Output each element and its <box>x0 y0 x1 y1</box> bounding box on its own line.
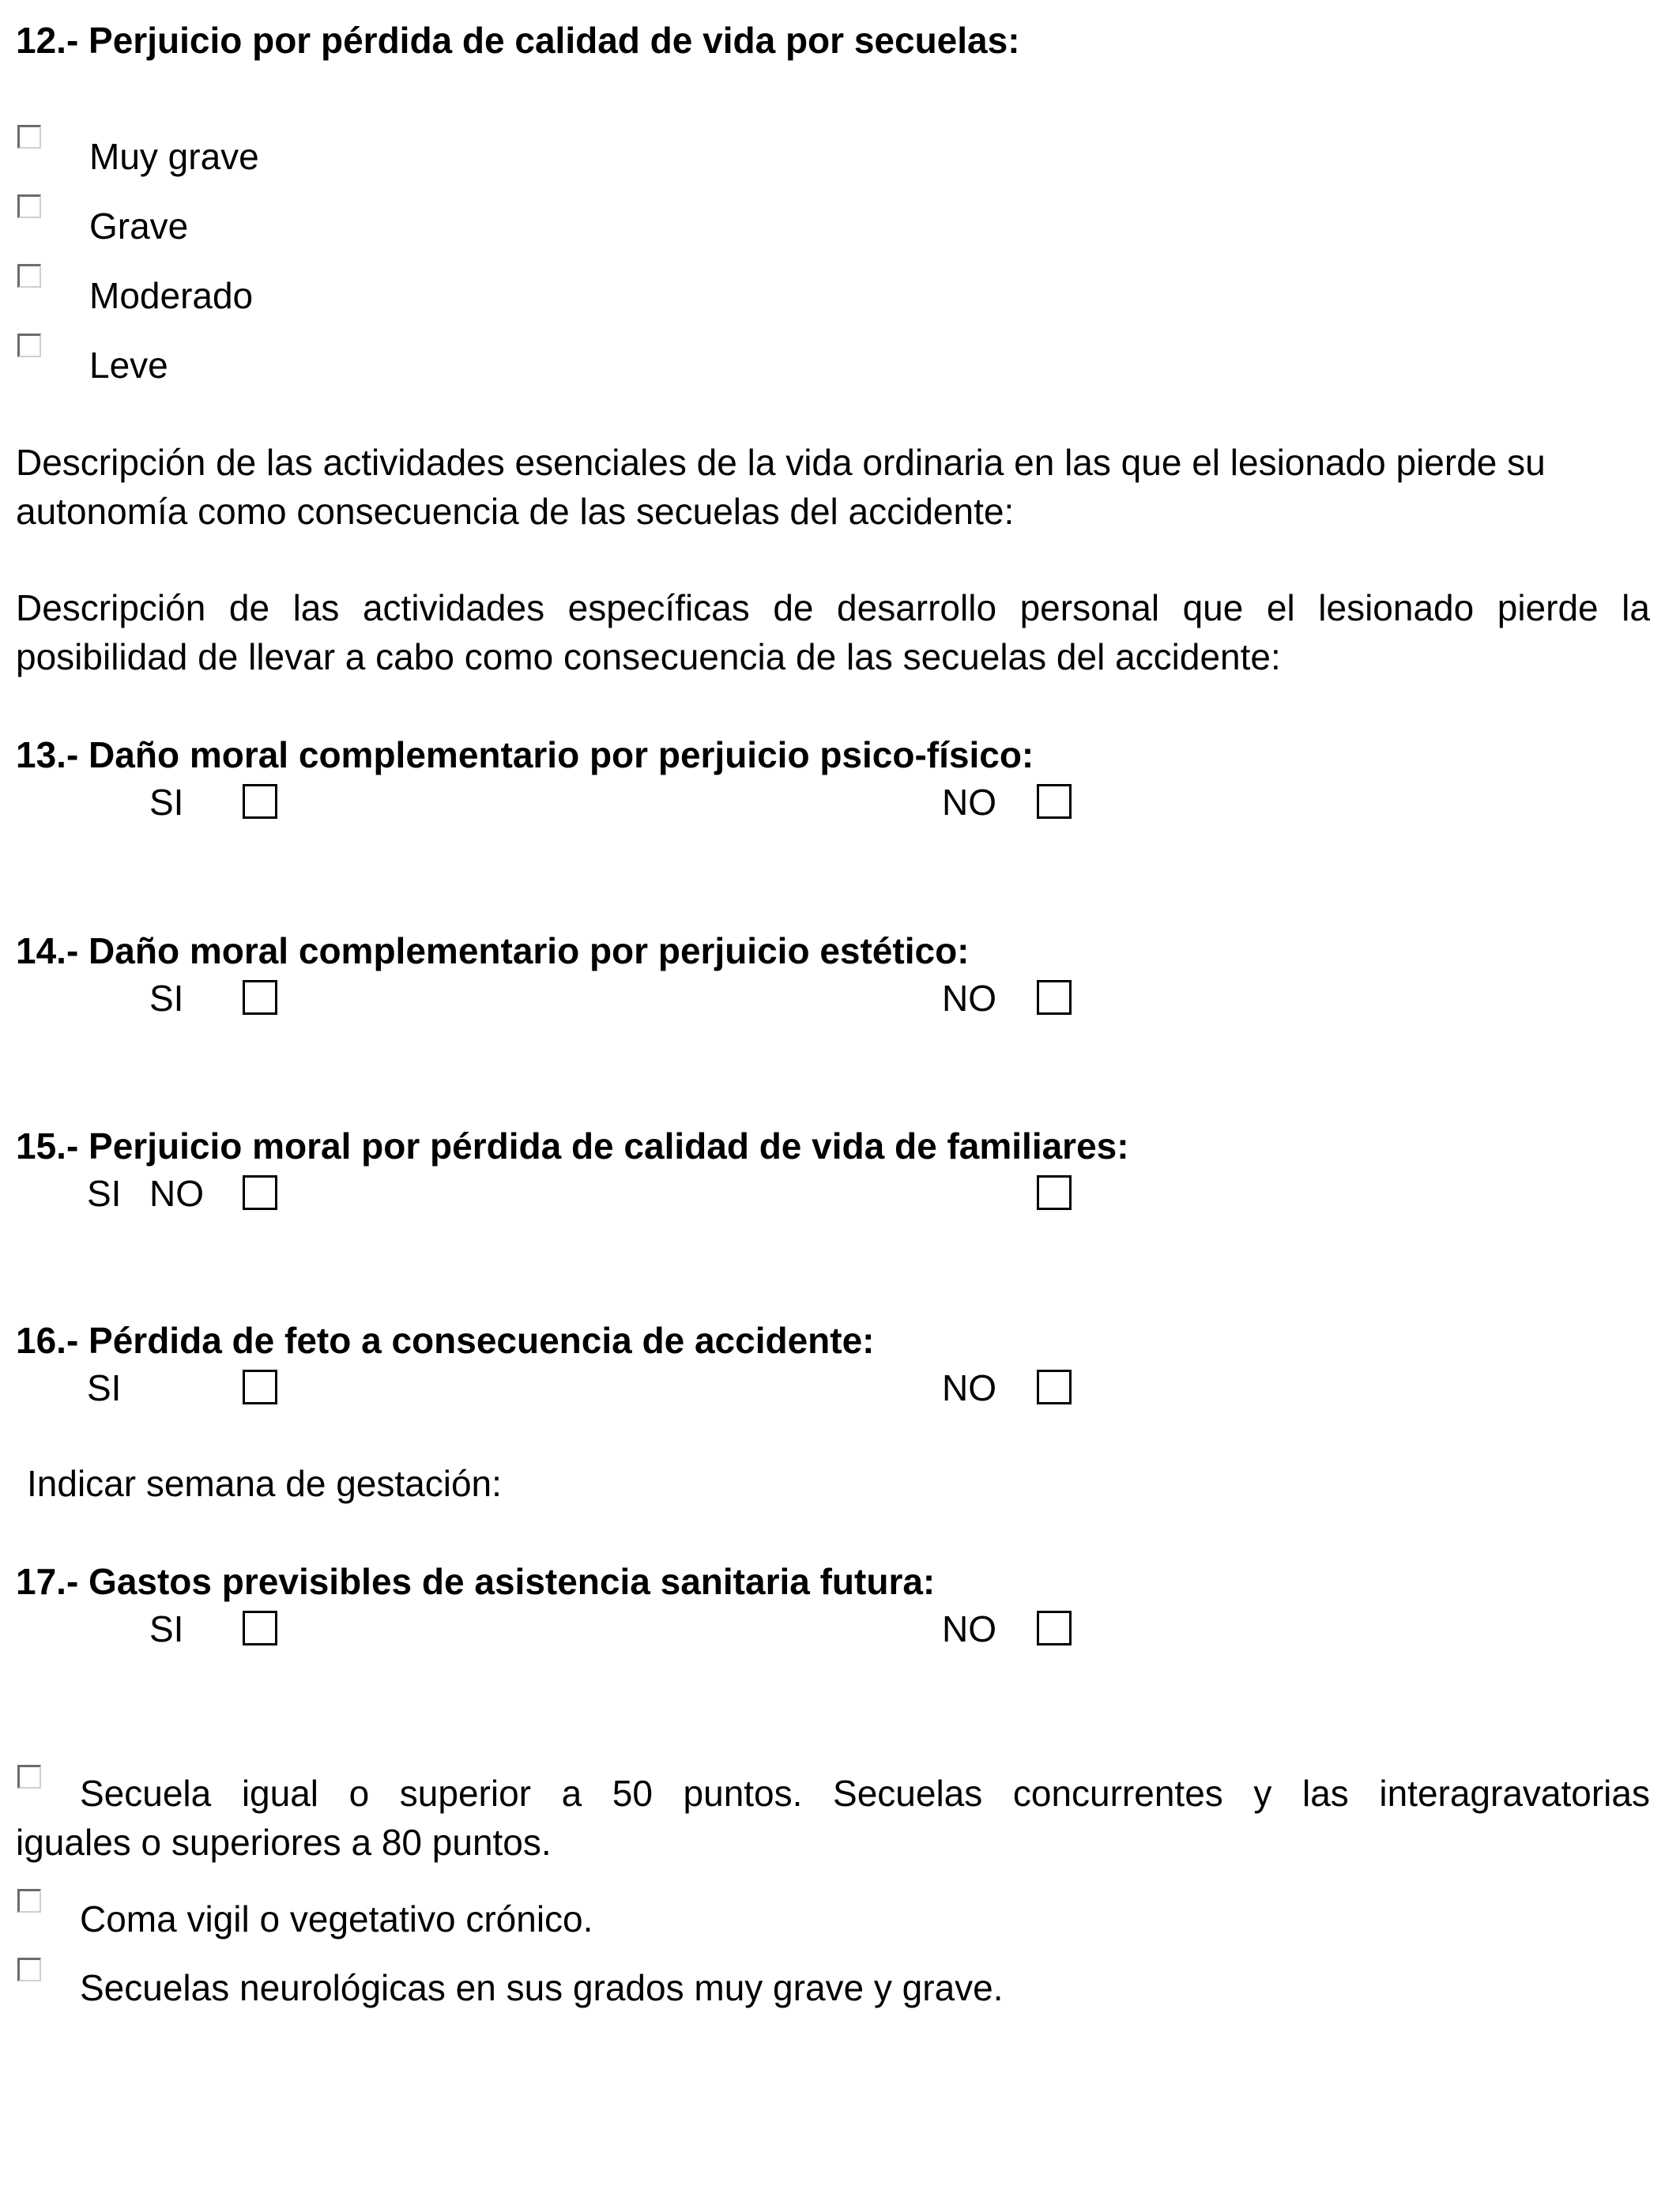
checkbox-leve[interactable] <box>17 334 41 357</box>
criteria-secuela-line-1: Secuela igual o superior a 50 puntos. Secuelas concurrentes y las interagravatorias <box>80 1773 1650 1814</box>
section-17-heading: 17.- Gastos previsibles de asistencia sanitaria futura: <box>16 1561 936 1602</box>
section-14-si-label: SI <box>149 978 184 1019</box>
option-moderado-label: Moderado <box>89 275 254 316</box>
section-15-si-label: SI <box>87 1173 122 1214</box>
option-leve-label: Leve <box>89 345 168 386</box>
section-13-si-checkbox[interactable] <box>243 784 277 819</box>
section-12-heading: 12.- Perjuicio por pérdida de calidad de vida por secuelas: <box>16 20 1020 61</box>
section-16-heading: 16.- Pérdida de feto a consecuencia de accidente: <box>16 1320 875 1361</box>
section-13-heading: 13.- Daño moral complementario por perjuicio psico-físico: <box>16 734 1034 775</box>
description-essential-line-2: autonomía como consecuencia de las secuelas del accidente: <box>16 491 1015 532</box>
criteria-secuela-50-puntos <box>16 1769 1650 1867</box>
criteria-secuela-line-2: iguales o superiores a 80 puntos. <box>16 1822 552 1863</box>
gestation-week-label: Indicar semana de gestación: <box>27 1463 502 1504</box>
criteria-coma-vigil-label: Coma vigil o vegetativo crónico. <box>80 1898 593 1940</box>
description-specific-line-2: posibilidad de llevar a cabo como consecuencia de las secuelas del accidente: <box>16 636 1281 677</box>
section-13-no-label: NO <box>942 782 996 823</box>
section-14-no-checkbox[interactable] <box>1037 980 1072 1015</box>
section-15-second-checkbox[interactable] <box>1037 1175 1072 1210</box>
checkbox-moderado[interactable] <box>17 264 41 288</box>
section-15-heading: 15.- Perjuicio moral por pérdida de calidad de vida de familiares: <box>16 1125 1129 1167</box>
section-13-no-checkbox[interactable] <box>1037 784 1072 819</box>
section-15-first-checkbox[interactable] <box>243 1175 277 1210</box>
checkbox-grave[interactable] <box>17 194 41 218</box>
description-essential-activities <box>16 438 1650 536</box>
option-muy-grave-label: Muy grave <box>89 136 259 177</box>
section-15-no-label: NO <box>149 1173 204 1214</box>
section-14-si-checkbox[interactable] <box>243 980 277 1015</box>
option-grave-label: Grave <box>89 205 189 247</box>
section-17-si-label: SI <box>149 1608 184 1649</box>
section-16-si-checkbox[interactable] <box>243 1370 277 1404</box>
criteria-secuelas-neurologicas-label: Secuelas neurológicas en sus grados muy grave y grave. <box>80 1967 1004 2008</box>
section-17-no-checkbox[interactable] <box>1037 1611 1072 1646</box>
section-13-si-label: SI <box>149 782 184 823</box>
checkbox-secuelas-neurologicas[interactable] <box>17 1958 41 1981</box>
checkbox-muy-grave[interactable] <box>17 125 41 149</box>
section-14-heading: 14.- Daño moral complementario por perjuicio estético: <box>16 930 970 971</box>
section-17-no-label: NO <box>942 1608 996 1649</box>
section-14-no-label: NO <box>942 978 996 1019</box>
section-16-no-checkbox[interactable] <box>1037 1370 1072 1404</box>
description-specific-activities <box>16 583 1650 681</box>
checkbox-coma-vigil[interactable] <box>17 1889 41 1913</box>
section-17-si-checkbox[interactable] <box>243 1611 277 1646</box>
section-16-no-label: NO <box>942 1367 996 1408</box>
section-16-si-label: SI <box>87 1367 122 1408</box>
description-essential-line-1: Descripción de las actividades esenciales de la vida ordinaria en las que el lesionado pierde su <box>16 442 1546 483</box>
description-specific-line-1: Descripción de las actividades específicas de desarrollo personal que el lesionado pierde la <box>16 587 1650 628</box>
